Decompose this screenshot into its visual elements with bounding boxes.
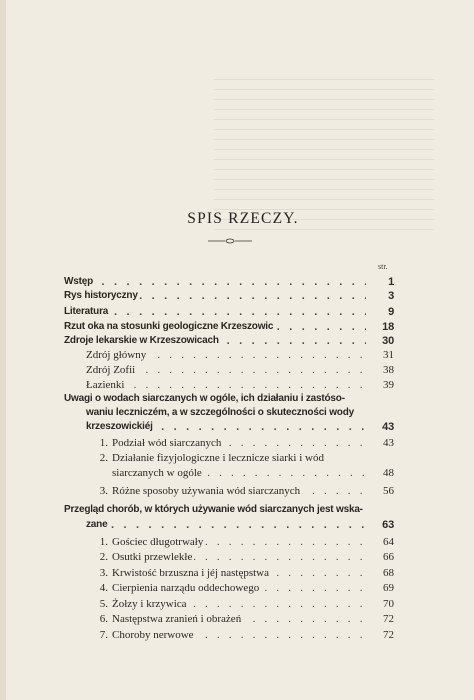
page-title: SPIS RZECZY. (187, 210, 299, 227)
toc-entry-cierpienia: . . . 4. Cierpienia narządu oddechowego 69 (86, 581, 394, 595)
toc-entry-lazienki: . . . Łazienki 39 (86, 378, 394, 392)
toc-entry-zdroj-glowny: . . . Zdrój główny 31 (86, 348, 394, 362)
toc-entry-dzialanie-line-2: . . . siarczanych w ogóle 48 (112, 466, 394, 480)
page-column-label: str. (378, 262, 388, 271)
toc-entry-przeglad-line-2: . . . zane 63 (86, 518, 394, 532)
toc-entry-dzialanie-line-1: 2. Działanie fizyjologiczne i lecznicze siarki i wód (99, 452, 324, 464)
toc-entry-podzial: . . . 1. Podział wód siarczanych 43 (86, 436, 394, 450)
title-ornament (208, 236, 252, 246)
toc-entry-rozne-sposoby: . . . 3. Różne sposoby używania wód siarczanych 56 (86, 484, 394, 498)
toc-entry-krwistosc: . . . 3. Krwistość brzuszna i jéj następstwa 68 (86, 566, 394, 580)
toc-entry-gosciec: . . . 1. Gościec długotrwały 64 (86, 535, 394, 549)
toc-entry-rzut: . . . Rzut oka na stosunki geologiczne Krzeszowic 18 (64, 320, 394, 334)
toc-entry-przeglad-line-1: Przegląd chorób, w których używanie wód siarczanych jest wska- (64, 504, 363, 515)
toc-entry-uwagi-line-1: Uwagi o wodach siarczanych w ogóle, ich działaniu i zastóso- (64, 393, 345, 404)
toc-entry-literatura: . . . Literatura 9 (64, 305, 394, 319)
toc-entry-zdroje: . . . Zdroje lekarskie w Krzeszowicach 30 (64, 334, 394, 348)
toc-entry-zolzy: . . . 5. Żołzy i krzywica 70 (86, 597, 394, 611)
toc-entry-nastepstwa-zranien: . . . 6. Następstwa zranień i obrażeń 72 (86, 612, 394, 626)
bleed-through-text (214, 70, 434, 230)
toc-entry-choroby-nerwowe: . . . 7. Choroby nerwowe 72 (86, 628, 394, 642)
toc-entry-osutki: . . . 2. Osutki przewlekłe 66 (86, 550, 394, 564)
toc-entry-zdroj-zofii: . . . Zdrój Zofii 38 (86, 363, 394, 377)
toc-entry-wstep: . . . Wstęp 1 (64, 275, 394, 289)
toc-entry-uwagi-line-2: waniu leczniczém, a w szczególności o skuteczności wody (86, 407, 354, 418)
toc-entry-uwagi-line-3: . . . krzeszowickiéj 43 (86, 420, 394, 434)
toc-entry-rys: . . . Rys historyczny 3 (64, 289, 394, 303)
